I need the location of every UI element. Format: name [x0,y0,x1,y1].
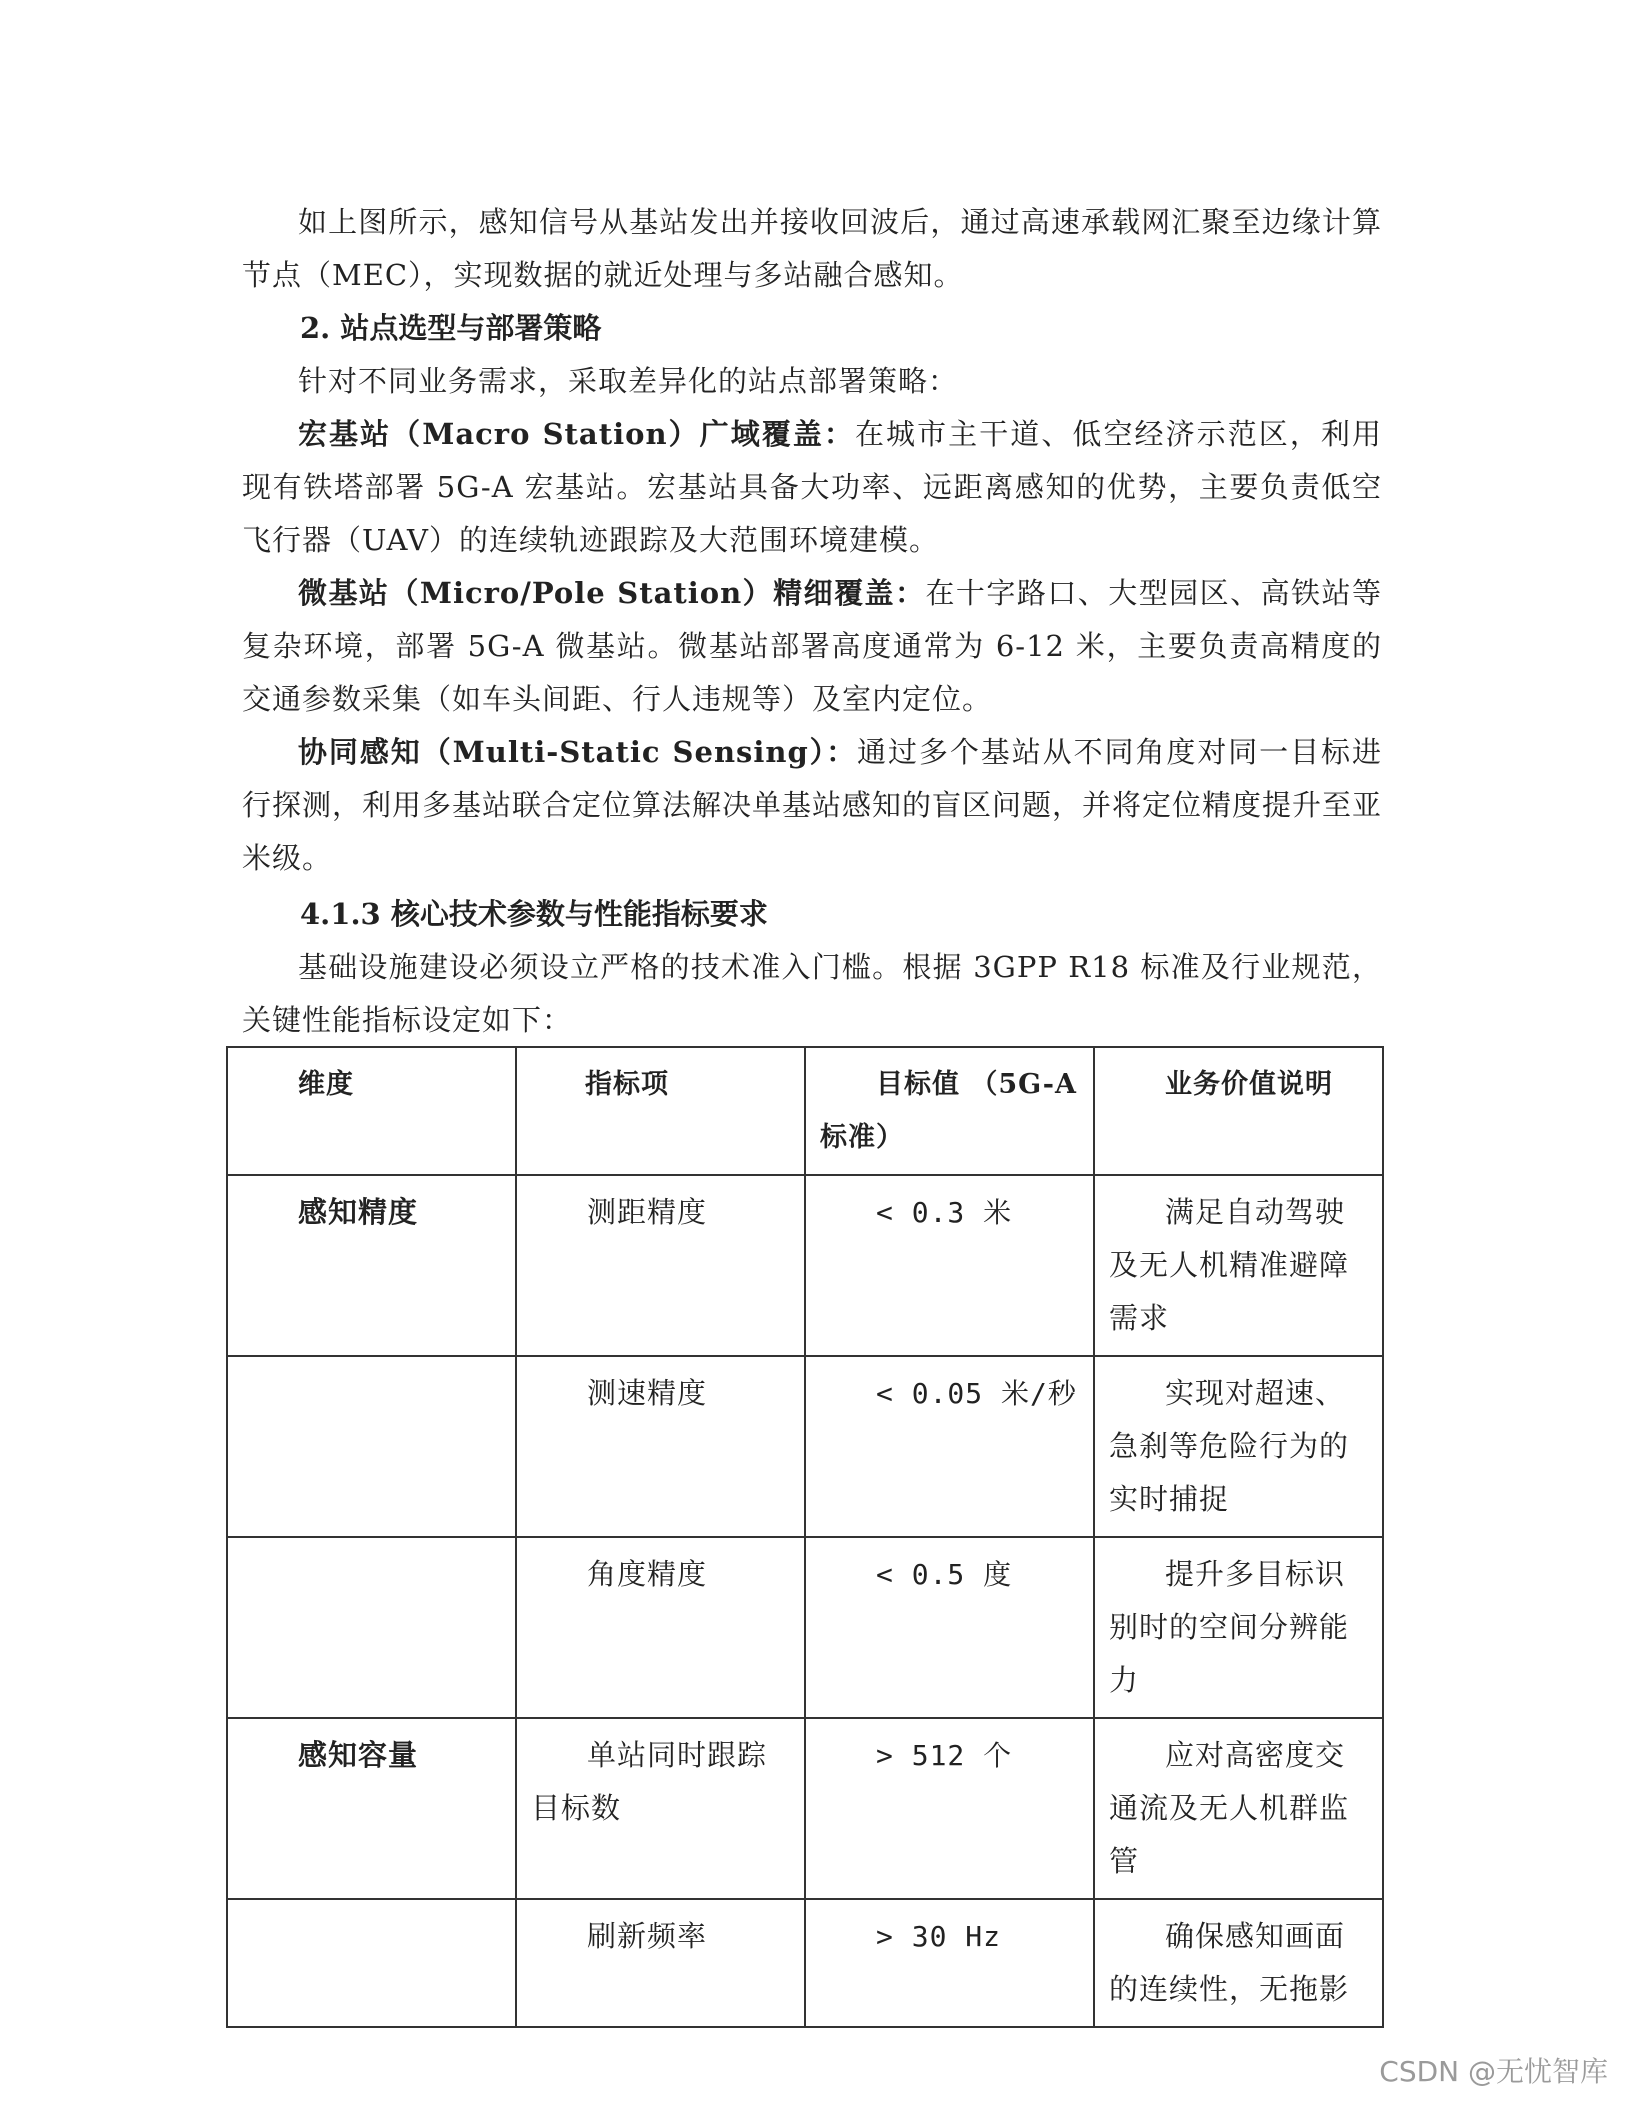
section-heading-site-selection: 2. 站点选型与部署策略 [300,311,602,345]
cell-description: 确保感知画面的连续性，无拖影 [1094,1899,1383,2027]
table-row [227,1356,1383,1537]
micro-station-label: 微基站（Micro/Pole Station）精细覆盖： [298,576,926,610]
cell-item: 测距精度 [516,1175,805,1356]
table-row [227,1718,1383,1899]
macro-station-text: 在城市主干道、低空经济示范区，利用现有铁塔部署 5G-A 宏基站。宏基站具备大功率、远距离感知的优势，主要负责低空飞行器（UAV）的连续轨迹跟踪及大范围环境建模。 [242,417,1382,557]
cell-item: 测速精度 [516,1356,805,1537]
section-heading-kpi: 4.1.3 核心技术参数与性能指标要求 [300,897,768,931]
cell-dimension: 感知容量 [227,1718,516,1899]
cell-target: > 512 个 [805,1718,1094,1899]
cell-item: 角度精度 [516,1537,805,1718]
cell-description: 满足自动驾驶及无人机精准避障需求 [1094,1175,1383,1356]
paragraph-micro-station [242,567,1382,726]
cell-item: 刷新频率 [516,1899,805,2027]
cell-description: 应对高密度交通流及无人机群监管 [1094,1718,1383,1899]
header-target: 目标值 （5G-A 标准） [805,1047,1094,1175]
paragraph-multistatic [242,726,1382,885]
cell-description: 实现对超速、急刹等危险行为的实时捕捉 [1094,1356,1383,1537]
cell-dimension: 感知精度 [227,1175,516,1356]
header-business-value: 业务价值说明 [1094,1047,1383,1175]
cell-item: 单站同时跟踪目标数 [516,1718,805,1899]
paragraph-mec-intro: 如上图所示，感知信号从基站发出并接收回波后，通过高速承载网汇聚至边缘计算节点（MEC），实现数据的就近处理与多站融合感知。 [242,205,1382,292]
table-header-row [227,1047,1383,1175]
cell-target: > 30 Hz [805,1899,1094,2027]
cell-dimension [227,1537,516,1718]
paragraph-macro-station [242,408,1382,567]
multistatic-text: 通过多个基站从不同角度对同一目标进行探测，利用多基站联合定位算法解决单基站感知的盲区问题，并将定位精度提升至亚米级。 [242,735,1383,875]
multistatic-label: 协同感知（Multi-Static Sensing）： [298,735,858,769]
cell-dimension [227,1356,516,1537]
kpi-table [226,1046,1384,2028]
cell-description: 提升多目标识别时的空间分辨能力 [1094,1537,1383,1718]
cell-target: < 0.3 米 [805,1175,1094,1356]
macro-station-label: 宏基站（Macro Station）广域覆盖： [298,417,855,451]
header-item: 指标项 [516,1047,805,1175]
paragraph-strategy-intro: 针对不同业务需求，采取差异化的站点部署策略： [298,364,959,398]
table-row [227,1899,1383,2027]
paragraph-kpi-intro: 基础设施建设必须设立严格的技术准入门槛。根据 3GPP R18 标准及行业规范，关键性能指标设定如下： [242,950,1382,1037]
cell-target: < 0.05 米/秒 [805,1356,1094,1537]
table-row [227,1175,1383,1356]
table-row [227,1537,1383,1718]
cell-dimension [227,1899,516,2027]
cell-target: < 0.5 度 [805,1537,1094,1718]
header-dimension: 维度 [227,1047,516,1175]
csdn-watermark: CSDN @无忧智库 [1379,2055,1608,2088]
micro-station-text: 在十字路口、大型园区、高铁站等复杂环境，部署 5G-A 微基站。微基站部署高度通常为 6-12 米，主要负责高精度的交通参数采集（如车头间距、行人违规等）及室内定位。 [242,576,1382,716]
